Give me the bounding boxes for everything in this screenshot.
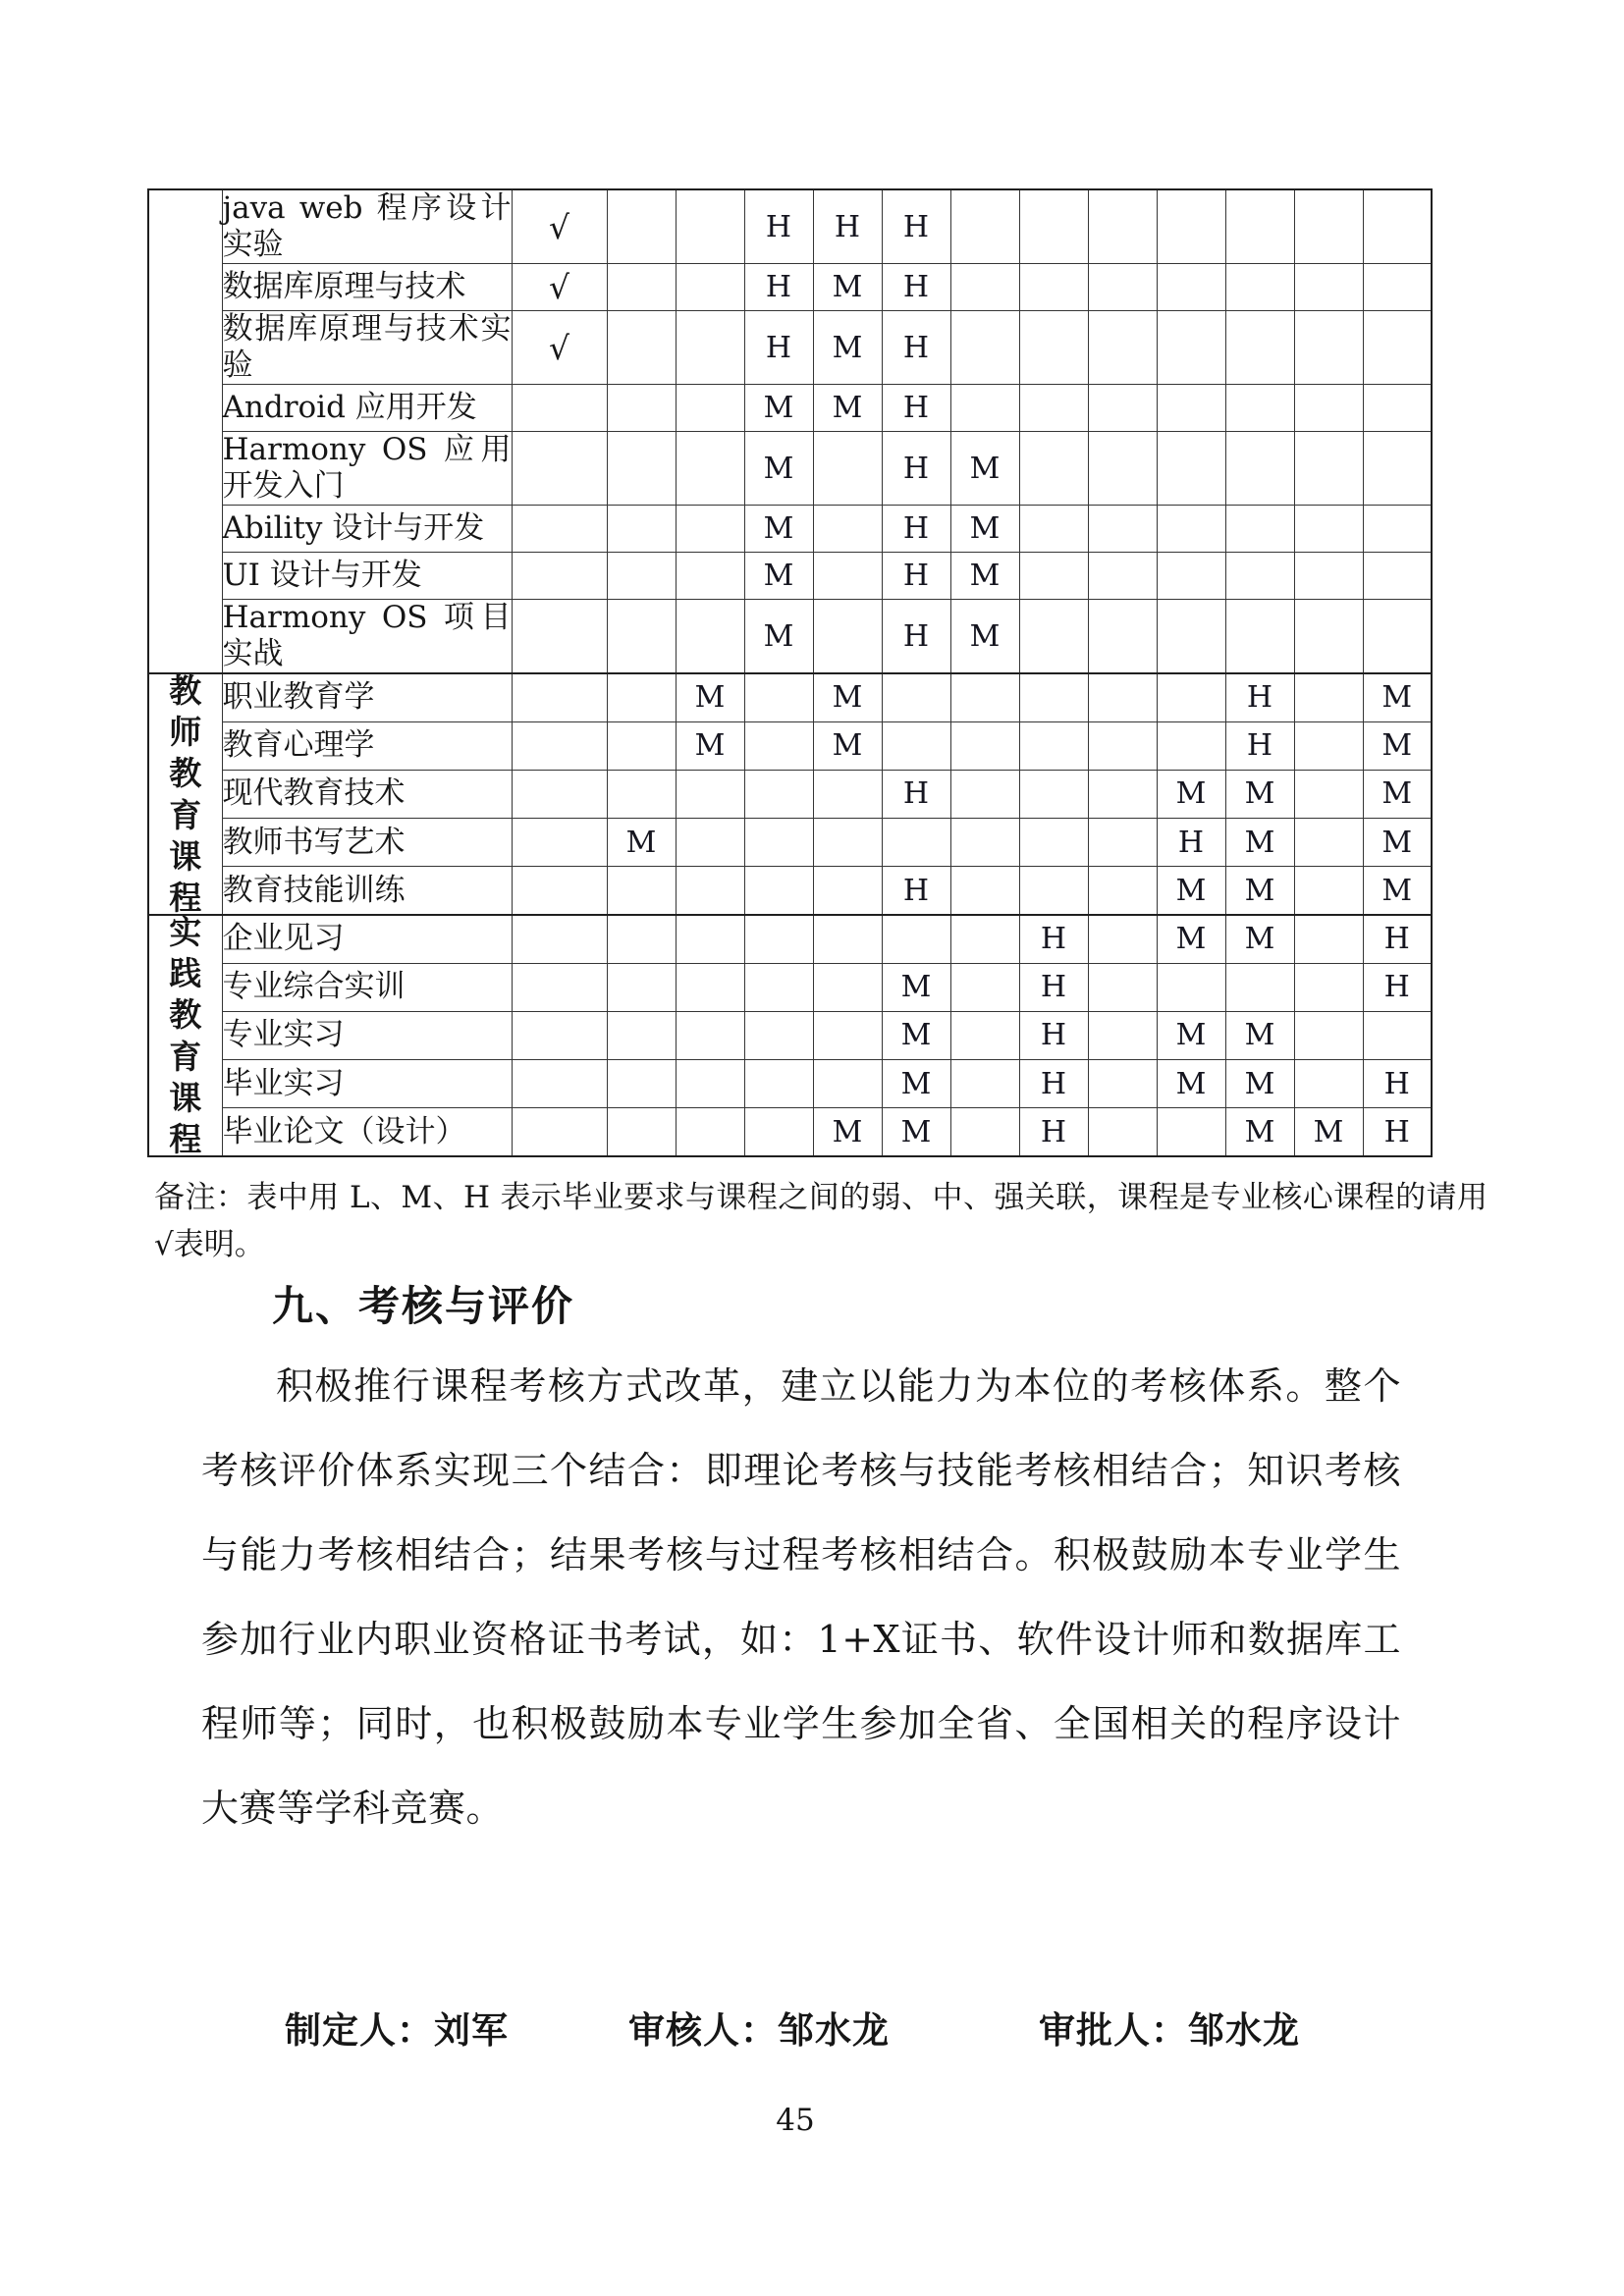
core-course-empty-cell [512, 385, 607, 432]
requirement-mark-cell: H [882, 432, 950, 506]
requirement-mark-cell [1294, 673, 1363, 721]
requirement-mark-cell [1363, 506, 1432, 553]
requirement-mark-cell: H [882, 264, 950, 311]
requirement-mark-cell [1157, 673, 1225, 721]
course-row [148, 506, 1432, 553]
requirement-mark-cell: M [1363, 721, 1432, 770]
requirement-mark-cell [744, 770, 813, 818]
requirement-mark-cell [676, 264, 744, 311]
requirement-mark-cell: M [882, 1011, 950, 1059]
requirement-mark-cell [950, 819, 1019, 867]
requirement-mark-cell [1157, 600, 1225, 674]
requirement-mark-cell: M [1157, 770, 1225, 818]
core-course-empty-cell [512, 819, 607, 867]
core-course-checkmark-cell: √ [512, 264, 607, 311]
requirement-mark-cell: M [676, 721, 744, 770]
requirement-mark-cell [1294, 963, 1363, 1011]
requirement-mark-cell [607, 915, 676, 963]
requirement-mark-cell [1225, 385, 1294, 432]
requirement-mark-cell: H [882, 600, 950, 674]
requirement-mark-cell: M [1157, 1060, 1225, 1108]
requirement-mark-cell [607, 1108, 676, 1156]
course-name-cell: 毕业论文（设计） [222, 1108, 512, 1156]
requirement-mark-cell: M [1363, 819, 1432, 867]
requirement-mark-cell [1363, 189, 1432, 264]
requirement-mark-cell [1363, 1011, 1432, 1059]
category-cell [148, 673, 222, 915]
core-course-checkmark-cell: √ [512, 311, 607, 385]
requirement-mark-cell [607, 385, 676, 432]
course-row [148, 1011, 1432, 1059]
requirement-mark-cell [1019, 189, 1088, 264]
requirement-mark-cell: H [813, 189, 882, 264]
requirement-mark-cell: M [744, 553, 813, 600]
requirement-mark-cell: M [1363, 770, 1432, 818]
assessment-paragraph: 积极推行课程考核方式改革，建立以能力为本位的考核体系。整个考核评价体系实现三个结合：即理论考核与技能考核相结合；知识考核与能力考核相结合；结果考核与过程考核相结合。积极鼓励本专业学生参加行业内职业资格证书考试，如：1+X证书、软件设计师和数据库工程师等；同时，也积极鼓励本专业学生参加全省、全国相关的程序设计大赛等学科竞赛。 [201, 1364, 1401, 1830]
course-name-cell: 企业见习 [222, 915, 512, 963]
course-row [148, 311, 1432, 385]
course-name-cell: 教育心理学 [222, 721, 512, 770]
requirement-mark-cell [882, 673, 950, 721]
requirement-mark-cell: H [882, 385, 950, 432]
course-name-cell: 教师书写艺术 [222, 819, 512, 867]
requirement-mark-cell [1294, 432, 1363, 506]
requirement-mark-cell: M [744, 506, 813, 553]
requirement-mark-cell [1088, 1060, 1157, 1108]
requirement-mark-cell [813, 1011, 882, 1059]
requirement-mark-cell [676, 1060, 744, 1108]
requirement-mark-cell [950, 867, 1019, 915]
requirement-mark-cell [1019, 432, 1088, 506]
requirement-mark-cell [1019, 600, 1088, 674]
course-row [148, 189, 1432, 264]
signature-reviewer [628, 2001, 890, 2054]
requirement-mark-cell [1088, 867, 1157, 915]
requirement-mark-cell: M [676, 673, 744, 721]
course-name-cell: 教育技能训练 [222, 867, 512, 915]
requirement-mark-cell [950, 385, 1019, 432]
requirement-mark-cell [607, 432, 676, 506]
note-text: 表中用 L、M、H 表示毕业要求与课程之间的弱、中、强关联，课程是专业核心课程的请用√表明。 [154, 1180, 1488, 1262]
requirement-mark-cell: H [1363, 1060, 1432, 1108]
requirement-mark-cell [1157, 553, 1225, 600]
course-row [148, 600, 1432, 674]
requirement-mark-cell [676, 553, 744, 600]
requirement-mark-cell: M [1225, 1060, 1294, 1108]
requirement-mark-cell [744, 867, 813, 915]
requirement-mark-cell [813, 819, 882, 867]
requirement-mark-cell [950, 770, 1019, 818]
course-row [148, 721, 1432, 770]
requirement-mark-cell [813, 432, 882, 506]
requirement-mark-cell [1088, 915, 1157, 963]
course-name-cell: UI 设计与开发 [222, 553, 512, 600]
requirement-mark-cell [1225, 264, 1294, 311]
requirement-mark-cell: M [950, 600, 1019, 674]
requirement-mark-cell [676, 963, 744, 1011]
core-course-empty-cell [512, 432, 607, 506]
requirement-mark-cell: M [882, 963, 950, 1011]
requirement-mark-cell [950, 721, 1019, 770]
requirement-mark-cell [1019, 819, 1088, 867]
requirement-mark-cell [676, 1108, 744, 1156]
core-course-checkmark-cell: √ [512, 189, 607, 264]
requirement-mark-cell [1225, 189, 1294, 264]
requirement-mark-cell [1088, 819, 1157, 867]
requirement-mark-cell [676, 1011, 744, 1059]
course-row [148, 553, 1432, 600]
requirement-mark-cell: M [882, 1108, 950, 1156]
requirement-mark-cell [1294, 189, 1363, 264]
course-name-cell: Ability 设计与开发 [222, 506, 512, 553]
requirement-mark-cell [1294, 311, 1363, 385]
requirement-mark-cell [1363, 311, 1432, 385]
requirement-mark-cell: M [1157, 915, 1225, 963]
requirement-mark-cell [1294, 867, 1363, 915]
course-row [148, 385, 1432, 432]
requirement-mark-cell: M [1225, 819, 1294, 867]
requirement-mark-cell [676, 770, 744, 818]
requirement-mark-cell [1157, 721, 1225, 770]
requirement-mark-cell [950, 1108, 1019, 1156]
requirement-mark-cell [1225, 432, 1294, 506]
requirement-mark-cell: H [1225, 673, 1294, 721]
requirement-mark-cell [813, 506, 882, 553]
core-course-empty-cell [512, 1108, 607, 1156]
requirement-mark-cell [1157, 264, 1225, 311]
requirement-mark-cell [1363, 264, 1432, 311]
core-course-empty-cell [512, 963, 607, 1011]
requirement-mark-cell [607, 1011, 676, 1059]
core-course-empty-cell [512, 721, 607, 770]
category-cell [148, 915, 222, 1156]
requirement-mark-cell [950, 1011, 1019, 1059]
requirement-mark-cell: M [744, 385, 813, 432]
requirement-mark-cell: H [882, 189, 950, 264]
requirement-mark-cell [950, 1060, 1019, 1108]
requirement-mark-cell [1294, 264, 1363, 311]
requirement-mark-cell [1019, 506, 1088, 553]
course-name-cell: 职业教育学 [222, 673, 512, 721]
requirement-mark-cell [1294, 506, 1363, 553]
requirement-mark-cell [607, 867, 676, 915]
core-course-empty-cell [512, 915, 607, 963]
requirement-mark-cell [607, 506, 676, 553]
requirement-mark-cell [744, 963, 813, 1011]
signature-label: 制定人： [285, 2008, 434, 2052]
requirement-mark-cell: H [1363, 963, 1432, 1011]
signature-approver [1039, 2001, 1300, 2054]
requirement-mark-cell: M [1225, 867, 1294, 915]
requirement-mark-cell: M [1225, 1108, 1294, 1156]
requirement-mark-cell: M [1294, 1108, 1363, 1156]
requirement-mark-cell [1088, 1011, 1157, 1059]
requirement-mark-cell [1019, 553, 1088, 600]
requirement-mark-cell: M [813, 721, 882, 770]
section-heading: 九、考核与评价 [272, 1282, 575, 1330]
requirement-mark-cell: M [1225, 1011, 1294, 1059]
course-name-cell: 数据库原理与技术 [222, 264, 512, 311]
requirement-mark-cell [607, 721, 676, 770]
requirement-mark-cell [950, 963, 1019, 1011]
requirement-mark-cell [676, 915, 744, 963]
requirement-mark-cell [676, 189, 744, 264]
requirement-mark-cell [607, 673, 676, 721]
course-name-cell: Android 应用开发 [222, 385, 512, 432]
requirement-mark-cell: M [1363, 867, 1432, 915]
requirement-mark-cell: H [882, 506, 950, 553]
category-vertical-label: 教 师 教 育 课 程 [169, 671, 202, 917]
requirement-mark-cell [1157, 506, 1225, 553]
course-row [148, 770, 1432, 818]
course-row [148, 432, 1432, 506]
requirement-mark-cell [813, 600, 882, 674]
requirement-mark-cell: H [744, 264, 813, 311]
requirement-mark-cell: H [1363, 1108, 1432, 1156]
requirement-mark-cell [607, 770, 676, 818]
course-row [148, 963, 1432, 1011]
requirement-mark-cell [1363, 432, 1432, 506]
table-note [154, 1174, 1488, 1268]
requirement-mark-cell [676, 600, 744, 674]
requirement-mark-cell [813, 1060, 882, 1108]
requirement-mark-cell: H [1019, 1108, 1088, 1156]
requirement-mark-cell: M [813, 264, 882, 311]
requirement-mark-cell [1294, 721, 1363, 770]
requirement-mark-cell [1088, 189, 1157, 264]
requirement-mark-cell: H [1363, 915, 1432, 963]
course-row [148, 264, 1432, 311]
requirement-mark-cell [1225, 553, 1294, 600]
requirement-mark-cell [1088, 770, 1157, 818]
course-name-cell: java web 程序设计实验 [222, 190, 512, 262]
requirement-mark-cell: M [1225, 770, 1294, 818]
requirement-mark-cell [813, 867, 882, 915]
category-cell [148, 189, 222, 673]
requirement-mark-cell [1157, 1108, 1225, 1156]
requirement-mark-cell: M [950, 506, 1019, 553]
requirement-mark-cell [1294, 770, 1363, 818]
requirement-mark-cell [1294, 600, 1363, 674]
requirement-mark-cell [744, 721, 813, 770]
course-name-cell: 现代教育技术 [222, 770, 512, 818]
signature-label: 审核人： [628, 2008, 778, 2052]
core-course-empty-cell [512, 867, 607, 915]
requirement-mark-cell: H [1019, 1011, 1088, 1059]
requirement-mark-cell: M [950, 553, 1019, 600]
core-course-empty-cell [512, 506, 607, 553]
requirement-mark-cell [1294, 1011, 1363, 1059]
requirement-mark-cell [744, 915, 813, 963]
requirement-mark-cell [1088, 506, 1157, 553]
requirement-mark-cell: M [813, 1108, 882, 1156]
requirement-mark-cell [882, 721, 950, 770]
requirement-mark-cell [1225, 311, 1294, 385]
requirement-mark-cell: H [882, 311, 950, 385]
requirement-mark-cell [1088, 673, 1157, 721]
requirement-mark-cell [1225, 600, 1294, 674]
requirement-mark-cell [744, 1108, 813, 1156]
requirement-mark-cell [1088, 264, 1157, 311]
requirement-mark-cell [1088, 963, 1157, 1011]
requirement-mark-cell [950, 264, 1019, 311]
requirement-mark-cell [813, 553, 882, 600]
requirement-mark-cell [607, 963, 676, 1011]
requirement-mark-cell [1363, 553, 1432, 600]
requirement-mark-cell: H [1019, 915, 1088, 963]
core-course-empty-cell [512, 673, 607, 721]
requirement-mark-cell: M [744, 600, 813, 674]
requirement-mark-cell [607, 264, 676, 311]
requirement-mark-cell [813, 915, 882, 963]
requirement-mark-cell [1225, 506, 1294, 553]
requirement-mark-cell [1088, 1108, 1157, 1156]
requirement-mark-cell: M [813, 673, 882, 721]
requirement-mark-cell [1019, 721, 1088, 770]
requirement-mark-cell [1088, 385, 1157, 432]
requirement-mark-cell [1157, 963, 1225, 1011]
requirement-mark-cell [1019, 264, 1088, 311]
requirement-mark-cell: M [950, 432, 1019, 506]
requirement-mark-cell [1019, 867, 1088, 915]
signature-name: 邹水龙 [778, 2008, 890, 2052]
signature-drafter [285, 2001, 509, 2054]
requirement-mark-cell: M [1157, 867, 1225, 915]
requirement-mark-cell: H [744, 189, 813, 264]
course-name-cell: Harmony OS 项目实战 [222, 600, 512, 671]
requirement-mark-cell [744, 673, 813, 721]
requirement-mark-cell [676, 311, 744, 385]
requirement-mark-cell [676, 867, 744, 915]
requirement-mark-cell [950, 915, 1019, 963]
signature-name: 刘军 [434, 2008, 509, 2052]
requirement-mark-cell [1294, 385, 1363, 432]
requirement-mark-cell: M [1157, 1011, 1225, 1059]
requirement-mark-cell [950, 673, 1019, 721]
core-course-empty-cell [512, 1060, 607, 1108]
requirement-mark-cell [676, 432, 744, 506]
requirement-mark-cell: H [882, 553, 950, 600]
requirement-mark-cell [882, 915, 950, 963]
requirement-mark-cell [1157, 432, 1225, 506]
requirement-mark-cell [1088, 311, 1157, 385]
requirement-mark-cell [1088, 600, 1157, 674]
requirement-mark-cell [744, 1060, 813, 1108]
course-row [148, 819, 1432, 867]
requirement-mark-cell [1019, 385, 1088, 432]
course-name-cell: 数据库原理与技术实验 [222, 311, 512, 383]
requirement-mark-cell: M [1225, 915, 1294, 963]
requirement-mark-cell [607, 311, 676, 385]
requirement-mark-cell: M [882, 1060, 950, 1108]
requirement-mark-cell [744, 1011, 813, 1059]
requirement-mark-cell [1088, 432, 1157, 506]
signature-name: 邹水龙 [1188, 2008, 1300, 2052]
requirement-mark-cell [1157, 189, 1225, 264]
requirement-mark-cell: M [744, 432, 813, 506]
requirement-mark-cell [607, 1060, 676, 1108]
core-course-empty-cell [512, 1011, 607, 1059]
requirement-mark-cell: H [882, 867, 950, 915]
requirement-mark-cell [1294, 1060, 1363, 1108]
requirement-mark-cell [676, 506, 744, 553]
requirement-mark-cell [1294, 915, 1363, 963]
requirement-mark-cell [1294, 553, 1363, 600]
requirement-mark-cell [950, 311, 1019, 385]
core-course-empty-cell [512, 553, 607, 600]
requirement-mark-cell [1019, 770, 1088, 818]
requirement-mark-cell: M [1363, 673, 1432, 721]
requirement-mark-cell [676, 385, 744, 432]
requirement-mark-cell: H [882, 770, 950, 818]
requirement-mark-cell [1088, 721, 1157, 770]
requirement-mark-cell [1157, 311, 1225, 385]
course-row [148, 915, 1432, 963]
requirement-mark-cell [676, 819, 744, 867]
category-vertical-label: 实 践 教 育 课 程 [169, 913, 202, 1158]
requirement-mark-cell [607, 189, 676, 264]
core-course-empty-cell [512, 770, 607, 818]
course-name-cell: 毕业实习 [222, 1060, 512, 1108]
course-name-cell: 专业综合实训 [222, 963, 512, 1011]
requirement-mark-cell [1294, 819, 1363, 867]
course-name-cell: Harmony OS 应用开发入门 [222, 432, 512, 504]
requirement-mark-cell [882, 819, 950, 867]
course-row [148, 1108, 1432, 1156]
requirement-mark-cell: M [813, 385, 882, 432]
note-label: 备注： [154, 1180, 247, 1215]
requirement-mark-cell [744, 819, 813, 867]
requirement-mark-cell: M [813, 311, 882, 385]
requirement-mark-cell [607, 553, 676, 600]
requirement-mark-cell: H [1225, 721, 1294, 770]
course-name-cell: 专业实习 [222, 1011, 512, 1059]
course-row [148, 1060, 1432, 1108]
requirement-mark-cell: H [1157, 819, 1225, 867]
requirement-mark-cell [1019, 311, 1088, 385]
requirement-mark-cell: M [607, 819, 676, 867]
requirement-mark-cell [1157, 385, 1225, 432]
requirement-mark-cell: H [1019, 963, 1088, 1011]
requirement-mark-cell: H [744, 311, 813, 385]
page-number: 45 [776, 2103, 815, 2138]
requirement-mark-cell [1225, 963, 1294, 1011]
course-row [148, 867, 1432, 915]
requirement-mark-cell [950, 189, 1019, 264]
requirement-mark-cell [813, 963, 882, 1011]
requirement-mark-cell [813, 770, 882, 818]
requirement-mark-cell: H [1019, 1060, 1088, 1108]
requirement-mark-cell [1363, 385, 1432, 432]
requirement-mark-cell [1088, 553, 1157, 600]
requirement-mark-cell [607, 600, 676, 674]
requirement-mark-cell [1363, 600, 1432, 674]
requirement-mark-cell [1019, 673, 1088, 721]
signature-label: 审批人： [1039, 2008, 1188, 2052]
core-course-empty-cell [512, 600, 607, 674]
course-requirement-matrix [147, 188, 1433, 1157]
course-row [148, 673, 1432, 721]
